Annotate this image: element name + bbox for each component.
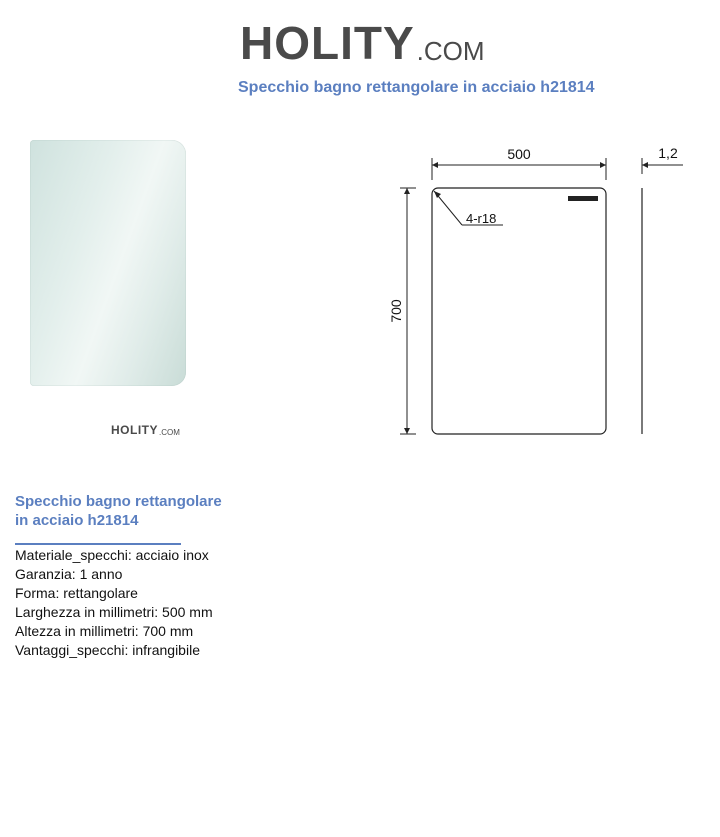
spec-item: Garanzia: 1 anno	[15, 566, 123, 582]
spec-list	[15, 546, 213, 660]
width-arrow-left	[432, 162, 438, 168]
spec-item: Altezza in millimetri: 700 mm	[15, 623, 194, 639]
logo-tld: .COM	[416, 36, 485, 66]
mirror-product-image	[30, 140, 186, 386]
thickness-label: 1,2	[658, 145, 678, 161]
spec-item: Materiale_specchi: acciaio inox	[15, 547, 209, 563]
thickness-arrow	[642, 162, 648, 168]
logo-brand: HOLITY	[240, 17, 415, 69]
spec-item: Vantaggi_specchi: infrangibile	[15, 642, 200, 658]
technical-drawing	[380, 140, 700, 450]
mirror-brand-tag	[568, 196, 598, 201]
width-label: 500	[507, 146, 531, 162]
image-watermark-logo	[111, 423, 180, 437]
radius-leader-arrow	[434, 191, 441, 198]
height-label: 700	[388, 299, 404, 323]
spec-item: Larghezza in millimetri: 500 mm	[15, 604, 213, 620]
radius-label: 4-r18	[466, 211, 497, 226]
page-title: Specchio bagno rettangolare in acciaio h21814	[238, 79, 595, 96]
width-arrow-right	[600, 162, 606, 168]
product-title-line2: in acciaio h21814	[15, 512, 139, 529]
height-arrow-top	[404, 188, 410, 194]
title-divider	[15, 543, 181, 545]
height-arrow-bottom	[404, 428, 410, 434]
product-title	[15, 492, 255, 530]
holity-logo[interactable]	[240, 14, 485, 69]
mirror-outline	[432, 188, 606, 434]
watermark-tld: .COM	[159, 428, 180, 437]
product-title-line1: Specchio bagno rettangolare	[15, 493, 222, 510]
watermark-brand: HOLITY	[111, 423, 158, 437]
spec-item: Forma: rettangolare	[15, 585, 138, 601]
